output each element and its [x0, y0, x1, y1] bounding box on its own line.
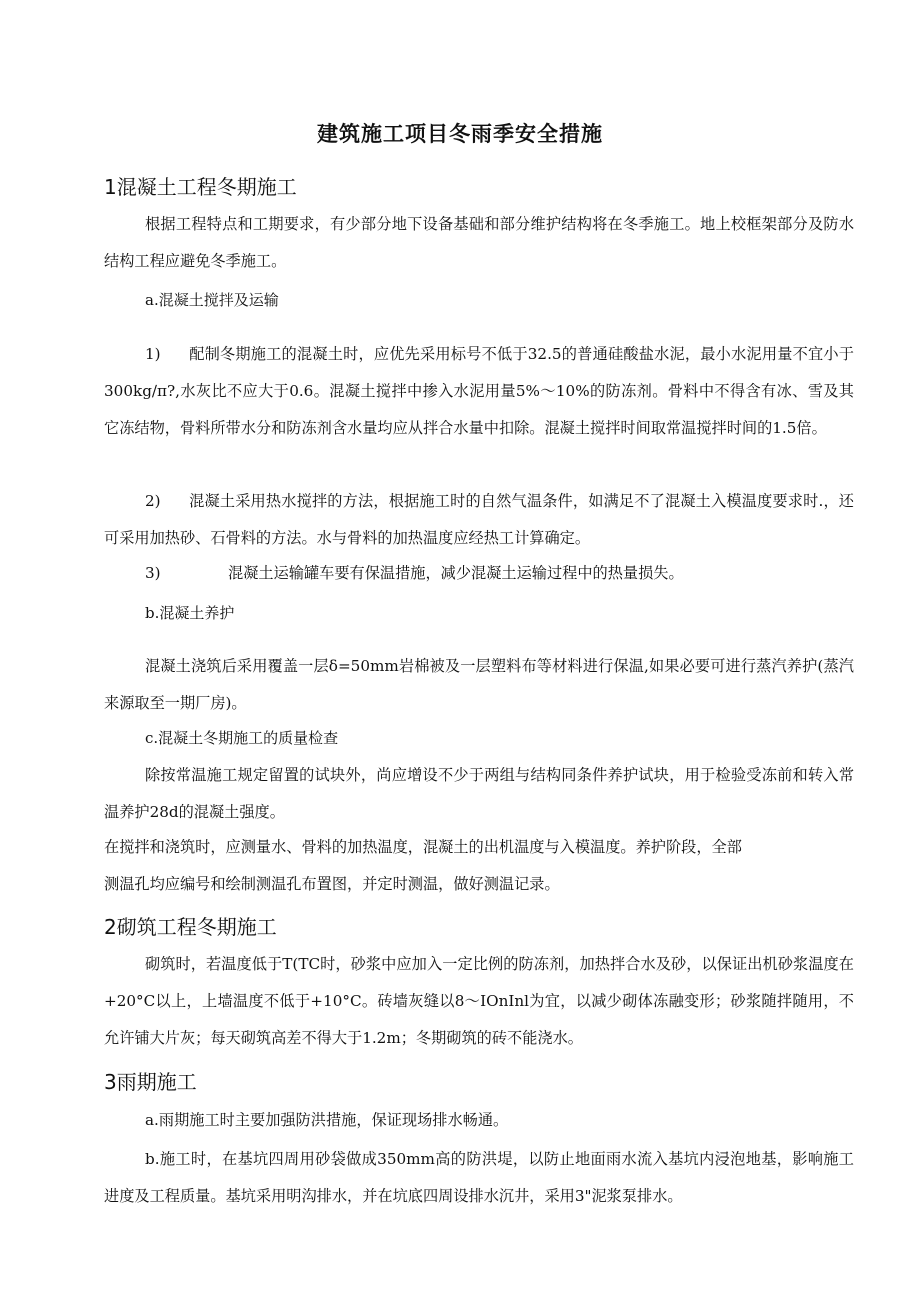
- subsection-c-line-2: 测温孔均应编号和绘制测温孔布置图，并定时测温，做好测温记录。: [104, 875, 560, 893]
- subsection-c-line-1: 在搅拌和浇筑时，应测量水、骨料的加热温度，混凝土的出机温度与入模温度。养护阶段，全部: [104, 838, 742, 856]
- section-3-heading: 3雨期施工: [104, 1070, 197, 1094]
- list-item-2: [104, 483, 854, 557]
- subsection-b-text: 混凝土浇筑后采用覆盖一层δ=50mm岩棉被及一层塑料布等材料进行保温,如果必要可进行蒸汽养护(蒸汽来源取至一期厂房)。: [104, 657, 854, 712]
- section-2-text: 砌筑时，若温度低于T(TC时，砂浆中应加入一定比例的防冻剂，加热拌合水及砂，以保证出机砂浆温度在+20°C以上，上墙温度不低于+10°C。砖墙灰缝以8～IOnInl为宜，以减少砌体冻融变形；砂浆随拌随用，不允许铺大片灰；每天砌筑高差不得大于1.2m；冬期砌筑的砖不能浇水。: [104, 955, 854, 1047]
- list-item-3: [104, 555, 854, 592]
- list-item-3-number: 3): [145, 564, 161, 582]
- subsection-c-text: 除按常温施工规定留置的试块外，尚应增设不少于两组与结构同条件养护试块，用于检验受冻前和转入常温养护28d的混凝土强度。: [104, 766, 854, 821]
- list-item-2-number: 2): [145, 492, 161, 510]
- section-3-item-b: b.施工时，在基坑四周用砂袋做成350mm高的防洪堤，以防止地面雨水流入基坑内浸泡地基，影响施工进度及工程质量。基坑采用明沟排水，并在坑底四周设排水沉井，采用3"泥浆泵排水。: [104, 1150, 854, 1205]
- section-1-heading: 1混凝土工程冬期施工: [104, 175, 297, 199]
- list-item-1-number: 1): [145, 345, 161, 363]
- list-item-3-text: 混凝土运输罐车要有保温措施，减少混凝土运输过程中的热量损失。: [228, 564, 684, 582]
- subsection-c-title: c.混凝土冬期施工的质量检查: [145, 729, 339, 747]
- section-2-heading: 2砌筑工程冬期施工: [104, 915, 277, 939]
- list-item-2-text: 混凝土采用热水搅拌的方法，根据施工时的自然气温条件，如满足不了混凝土入模温度要求时.，还可采用加热砂、石骨料的方法。水与骨料的加热温度应经热工计算确定。: [104, 492, 854, 547]
- subsection-a-title: a.混凝土搅拌及运输: [145, 291, 279, 309]
- section-1-intro: 根据工程特点和工期要求，有少部分地下设备基础和部分维护结构将在冬季施工。地上校框架部分及防水结构工程应避免冬季施工。: [104, 215, 854, 270]
- list-item-1-text: 配制冬期施工的混凝土时，应优先采用标号不低于32.5的普通硅酸盐水泥，最小水泥用量不宜小于300kg∕π?,水灰比不应大于0.6。混凝土搅拌中掺入水泥用量5%～10%的防冻剂。骨料中不得含有冰、雪及其它冻结物，骨料所带水分和防冻剂含水量均应从拌合水量中扣除。混凝土搅拌时间取常温搅拌时间的1.5倍。: [104, 345, 854, 437]
- list-item-1: [104, 336, 854, 447]
- section-3-item-a: a.雨期施工时主要加强防洪措施，保证现场排水畅通。: [145, 1111, 509, 1129]
- subsection-b-title: b.混凝土养护: [145, 604, 235, 622]
- document-title: 建筑施工项目冬雨季安全措施: [317, 122, 603, 146]
